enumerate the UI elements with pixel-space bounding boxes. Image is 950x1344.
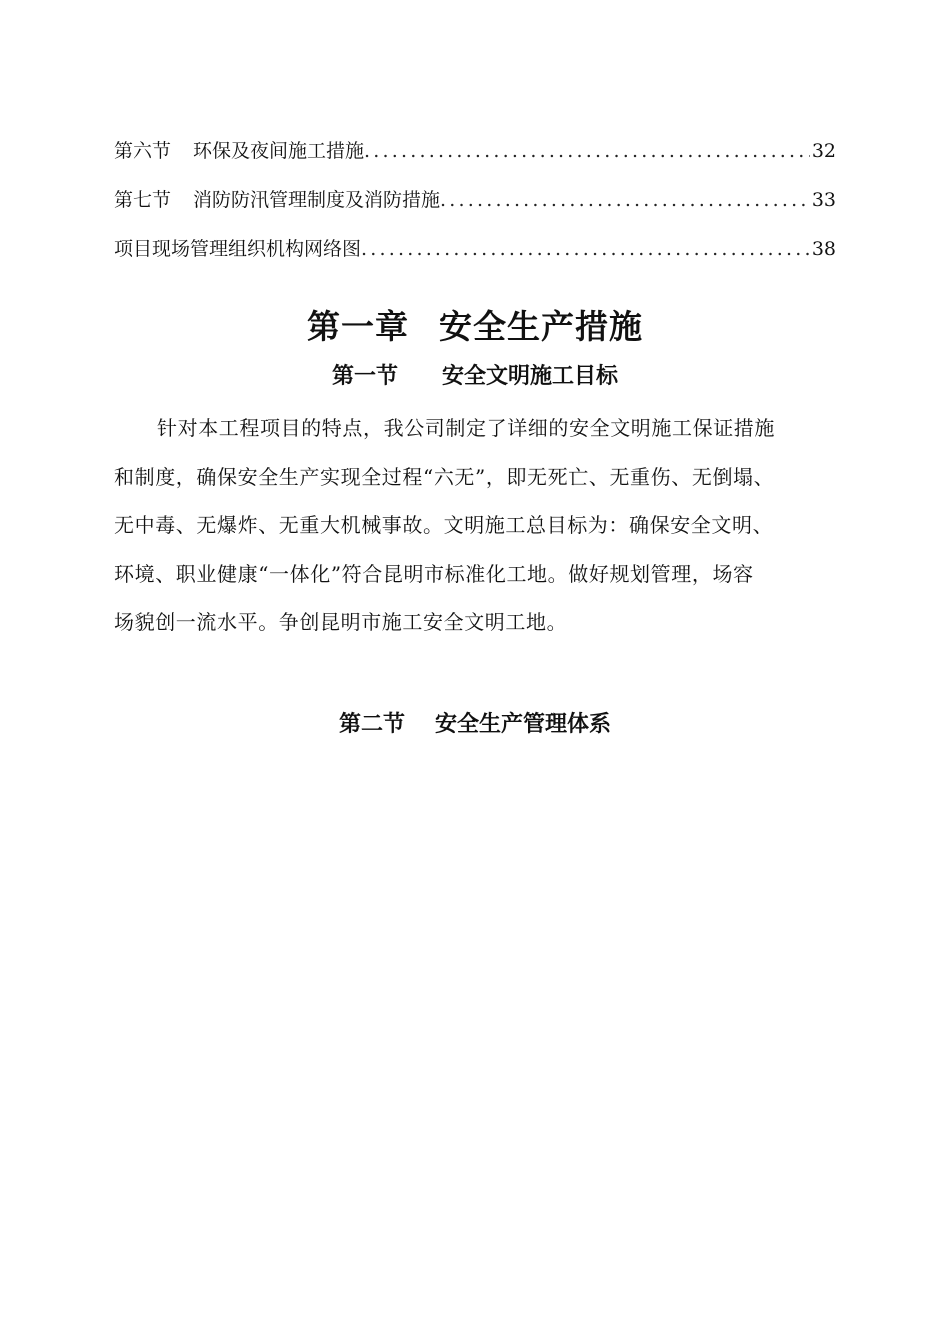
toc-entry[interactable] bbox=[114, 183, 836, 232]
toc-page-number: 38 bbox=[811, 238, 836, 260]
section-heading bbox=[0, 360, 950, 394]
section-body-paragraph bbox=[114, 404, 850, 647]
toc-section-number: 第六节 bbox=[114, 140, 172, 162]
toc-section-title: 项目现场管理组织机构网络图 bbox=[114, 238, 362, 260]
paragraph-line: 和制度，确保安全生产实现全过程“六无”，即无死亡、无重伤、无倒塌、 bbox=[114, 464, 775, 489]
section-title: 安全文明施工目标 bbox=[442, 364, 619, 389]
toc-entry[interactable] bbox=[114, 232, 836, 281]
section-heading bbox=[0, 708, 950, 742]
paragraph-line: 无中毒、无爆炸、无重大机械事故。文明施工总目标为：确保安全文明、 bbox=[114, 513, 774, 537]
toc-leader-dots bbox=[364, 134, 810, 168]
section-title: 安全生产管理体系 bbox=[435, 712, 612, 737]
section-number: 第二节 bbox=[338, 712, 405, 737]
toc-entry[interactable] bbox=[114, 134, 836, 183]
table-of-contents bbox=[114, 134, 836, 281]
toc-section-title: 消防防汛管理制度及消防措施 bbox=[193, 189, 441, 211]
chapter-number: 第一章 bbox=[307, 307, 409, 346]
toc-leader-dots bbox=[440, 183, 810, 217]
toc-entry-label bbox=[114, 232, 361, 266]
chapter-heading bbox=[0, 302, 950, 352]
toc-section-title: 环保及夜间施工措施 bbox=[193, 140, 365, 162]
paragraph-line: 针对本工程项目的特点，我公司制定了详细的安全文明施工保证措施 bbox=[157, 416, 775, 440]
toc-section-number: 第七节 bbox=[114, 189, 172, 211]
paragraph-line: 环境、职业健康“一体化”符合昆明市标准化工地。做好规划管理，场容 bbox=[114, 561, 754, 586]
toc-page-number: 33 bbox=[811, 189, 836, 211]
section-number: 第一节 bbox=[331, 364, 398, 389]
toc-entry-label bbox=[114, 134, 364, 168]
chapter-title: 安全生产措施 bbox=[439, 307, 643, 346]
toc-leader-dots bbox=[361, 232, 810, 266]
paragraph-line: 场貌创一流水平。争创昆明市施工安全文明工地。 bbox=[114, 610, 568, 634]
toc-entry-label bbox=[114, 183, 440, 217]
toc-page-number: 32 bbox=[811, 140, 836, 162]
